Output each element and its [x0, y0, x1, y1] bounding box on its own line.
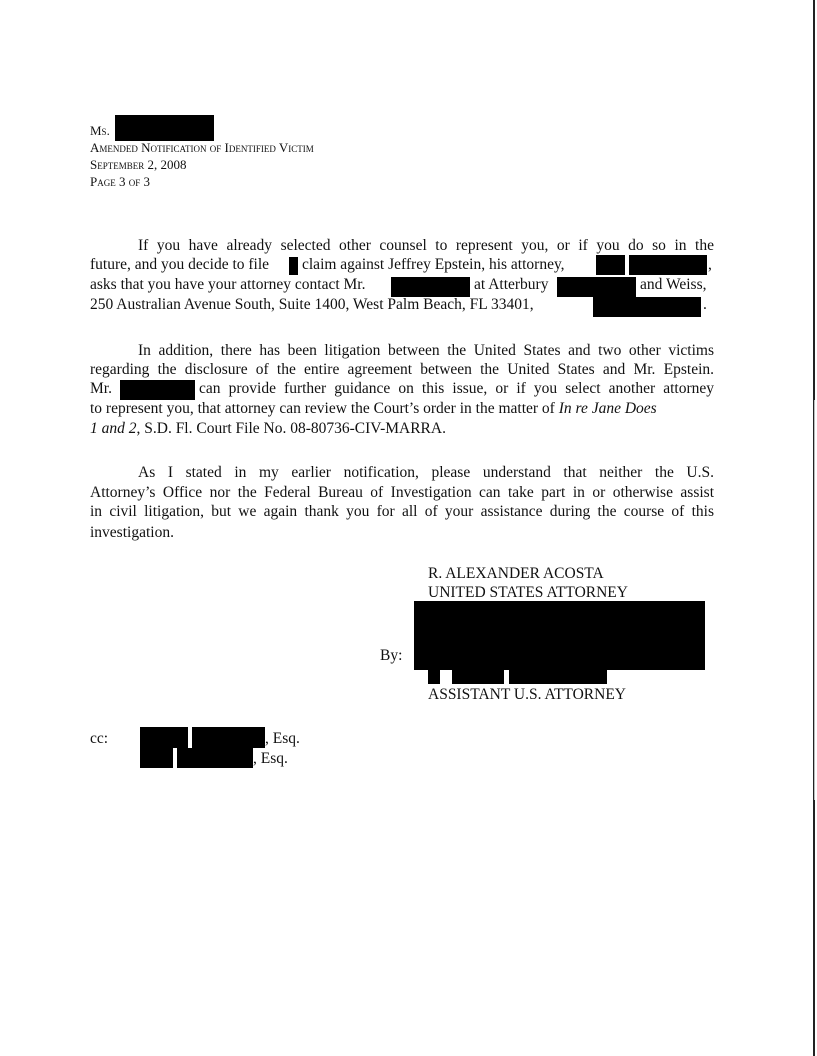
redaction-attorney-last [629, 255, 707, 275]
salutation: Ms. [90, 123, 110, 138]
redaction-cc2-last [177, 748, 253, 768]
para1-line3-start: asks that you have your attorney contact Mr. [90, 276, 366, 293]
redaction-mr-name [120, 380, 195, 400]
subject-line: Amended Notification of Identified Victim [90, 140, 314, 155]
para1-line2-start: future, and you decide to file [90, 256, 270, 273]
redaction-phone [593, 297, 701, 317]
para1-line1: If you have already selected other counsel to represent you, or if you do so in the [138, 237, 714, 254]
para3-line3: in civil litigation, but we again thank you for all of your assistance during the course of this [90, 503, 714, 520]
redaction-signature [414, 601, 705, 670]
para2-line4 [90, 400, 657, 418]
court-file-number: , S.D. Fl. Court File No. 08-80736-CIV-MARRA. [136, 420, 446, 437]
page-edge-shadow [814, 400, 815, 800]
date-line: September 2, 2008 [90, 157, 187, 172]
para2-line3-end: can provide further guidance on this issue, or if you select another attorney [199, 380, 714, 397]
redaction-contact-name [391, 277, 470, 297]
redaction-sig-last [509, 670, 607, 684]
case-name-italic: In re Jane Does [558, 400, 657, 417]
para1-line2-mid: claim against Jeffrey Epstein, his attorney, [302, 256, 565, 273]
page-number: Page 3 of 3 [90, 174, 150, 189]
para1-line4: 250 Australian Avenue South, Suite 1400, West Palm Beach, FL 33401, [90, 296, 534, 313]
para1-line2-end: , [708, 256, 712, 273]
para1-line3-mid: at Atterbury [474, 276, 549, 293]
cc1-suffix: , Esq. [265, 730, 300, 747]
cc2-suffix: , Esq. [253, 750, 288, 767]
redaction-cc1-first [140, 727, 188, 748]
redaction-attorney-first [596, 255, 625, 275]
redaction-recipient-name [115, 115, 214, 141]
case-name-italic-cont: 1 and 2 [90, 420, 137, 437]
redaction-sig-initial [428, 670, 440, 684]
para2-line5 [90, 420, 446, 438]
signer-office: UNITED STATES ATTORNEY [428, 584, 628, 601]
signer-title: ASSISTANT U.S. ATTORNEY [428, 686, 626, 703]
para1-line3-end: and Weiss, [640, 276, 707, 293]
para3-line4: investigation. [90, 524, 174, 541]
para2-line1: In addition, there has been litigation between the United States and two other victims [138, 342, 714, 359]
cc-label: cc: [90, 730, 109, 747]
signer-name: R. ALEXANDER ACOSTA [428, 565, 604, 582]
redaction-sig-first [452, 670, 504, 684]
para2-line3-start: Mr. [90, 380, 112, 397]
para3-line1: As I stated in my earlier notification, please understand that neither the U.S. [138, 464, 714, 481]
para1-line4-end: . [703, 296, 707, 313]
redaction-cc1-last [192, 727, 265, 748]
redaction-cc2-first [140, 748, 173, 768]
para3-line2: Attorney’s Office nor the Federal Bureau of Investigation can take part in or otherwise assist [90, 484, 714, 501]
para2-line4-text: to represent you, that attorney can review the Court’s order in the matter of [90, 400, 555, 417]
by-label: By: [380, 647, 403, 664]
redaction-firm-name [557, 277, 636, 297]
para2-line2: regarding the disclosure of the entire agreement between the United States and Mr. Epstein. [90, 361, 714, 378]
redaction-article [289, 257, 298, 275]
